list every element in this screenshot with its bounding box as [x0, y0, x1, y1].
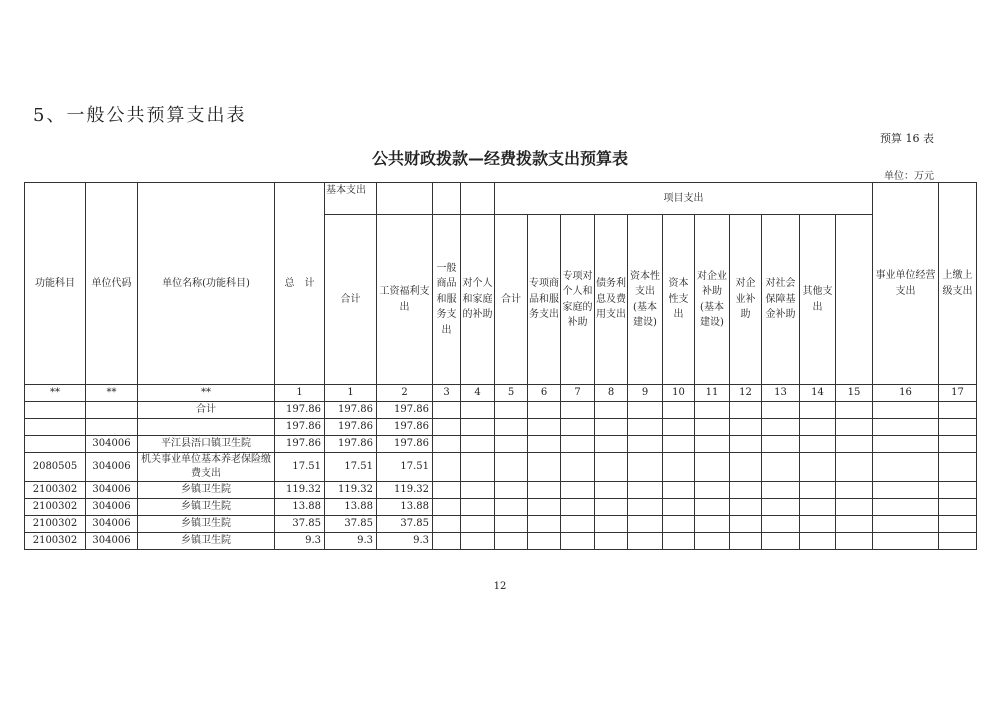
- cell-empty: [695, 482, 730, 499]
- cell-unit-name: 合计: [138, 402, 275, 419]
- cell-empty: [461, 533, 495, 550]
- cell-empty: [663, 453, 695, 482]
- index-cell: **: [25, 385, 86, 402]
- cell-empty: [762, 402, 800, 419]
- cell-empty: [561, 499, 595, 516]
- cell-empty: [730, 419, 762, 436]
- cell-empty: [695, 453, 730, 482]
- cell-unit-code: [86, 402, 138, 419]
- header-other: 其他支出: [800, 215, 836, 385]
- table-row: [25, 499, 977, 516]
- cell-func-subject: [25, 419, 86, 436]
- cell-empty: [595, 516, 628, 533]
- table-row: [25, 516, 977, 533]
- cell-empty: [628, 533, 663, 550]
- cell-empty: [663, 436, 695, 453]
- cell-empty: [762, 533, 800, 550]
- header-project-sum: 合计: [495, 215, 528, 385]
- header-business-operation: 事业单位经营支出: [873, 183, 939, 385]
- index-cell: 14: [800, 385, 836, 402]
- cell-unit-code: 304006: [86, 516, 138, 533]
- cell-empty: [800, 402, 836, 419]
- cell-empty: [433, 533, 461, 550]
- cell-total: 9.3: [275, 533, 325, 550]
- cell-salary-welfare: 119.32: [377, 482, 433, 499]
- header-debt-interest: 债务利息及费用支出: [595, 215, 628, 385]
- cell-empty: [939, 499, 977, 516]
- cell-empty: [663, 482, 695, 499]
- cell-empty: [495, 482, 528, 499]
- cell-empty: [939, 533, 977, 550]
- cell-empty: [873, 533, 939, 550]
- cell-empty: [873, 482, 939, 499]
- cell-empty: [873, 419, 939, 436]
- cell-empty: [561, 533, 595, 550]
- cell-empty: [595, 419, 628, 436]
- cell-empty: [495, 419, 528, 436]
- cell-empty: [433, 436, 461, 453]
- cell-unit-name: [138, 419, 275, 436]
- cell-basic-sum: 37.85: [325, 516, 377, 533]
- header-project-expenditure: 项目支出: [495, 183, 873, 215]
- table-row: [25, 482, 977, 499]
- index-cell: 11: [695, 385, 730, 402]
- cell-unit-code: [86, 419, 138, 436]
- index-cell: 8: [595, 385, 628, 402]
- cell-total: 37.85: [275, 516, 325, 533]
- cell-empty: [433, 453, 461, 482]
- cell-empty: [561, 436, 595, 453]
- cell-basic-sum: 197.86: [325, 436, 377, 453]
- cell-total: 197.86: [275, 436, 325, 453]
- cell-empty: [528, 453, 561, 482]
- cell-empty: [495, 402, 528, 419]
- header-enterprise-subsidy: 对企业补助: [730, 215, 762, 385]
- cell-empty: [836, 453, 873, 482]
- cell-func-subject: 2100302: [25, 482, 86, 499]
- cell-empty: [800, 533, 836, 550]
- cell-empty: [433, 516, 461, 533]
- cell-basic-sum: 197.86: [325, 419, 377, 436]
- cell-basic-sum: 13.88: [325, 499, 377, 516]
- index-cell: 2: [377, 385, 433, 402]
- cell-total: 197.86: [275, 419, 325, 436]
- cell-empty: [800, 516, 836, 533]
- index-cell: 6: [528, 385, 561, 402]
- cell-empty: [836, 482, 873, 499]
- cell-empty: [800, 436, 836, 453]
- cell-basic-sum: 119.32: [325, 482, 377, 499]
- cell-func-subject: 2100302: [25, 499, 86, 516]
- cell-total: 119.32: [275, 482, 325, 499]
- cell-empty: [873, 516, 939, 533]
- cell-empty: [873, 402, 939, 419]
- index-cell: 16: [873, 385, 939, 402]
- cell-salary-welfare: 17.51: [377, 453, 433, 482]
- cell-empty: [495, 533, 528, 550]
- table-row: [25, 419, 977, 436]
- cell-empty: [561, 453, 595, 482]
- cell-unit-code: 304006: [86, 499, 138, 516]
- cell-empty: [800, 453, 836, 482]
- cell-empty: [695, 533, 730, 550]
- cell-empty: [730, 516, 762, 533]
- table-row: [25, 436, 977, 453]
- cell-empty: [528, 533, 561, 550]
- table-number: 预算 16 表: [880, 132, 934, 145]
- cell-empty: [762, 419, 800, 436]
- cell-empty: [528, 482, 561, 499]
- cell-empty: [762, 482, 800, 499]
- cell-empty: [628, 516, 663, 533]
- cell-func-subject: 2080505: [25, 453, 86, 482]
- cell-total: 197.86: [275, 402, 325, 419]
- cell-empty: [730, 482, 762, 499]
- cell-empty: [939, 482, 977, 499]
- header-total: 总 计: [275, 183, 325, 385]
- cell-empty: [628, 402, 663, 419]
- header-unit-code: 单位代码: [86, 183, 138, 385]
- cell-salary-welfare: 197.86: [377, 402, 433, 419]
- cell-empty: [461, 499, 495, 516]
- cell-empty: [628, 482, 663, 499]
- cell-empty: [730, 533, 762, 550]
- header-blank: [377, 183, 433, 215]
- cell-empty: [730, 436, 762, 453]
- cell-basic-sum: 197.86: [325, 402, 377, 419]
- index-cell: **: [138, 385, 275, 402]
- cell-empty: [695, 419, 730, 436]
- index-cell: 1: [325, 385, 377, 402]
- cell-empty: [495, 516, 528, 533]
- cell-empty: [695, 402, 730, 419]
- cell-empty: [836, 402, 873, 419]
- cell-salary-welfare: 197.86: [377, 436, 433, 453]
- index-cell: 12: [730, 385, 762, 402]
- cell-empty: [628, 453, 663, 482]
- cell-unit-name: 乡镇卫生院: [138, 482, 275, 499]
- cell-empty: [939, 402, 977, 419]
- cell-salary-welfare: 9.3: [377, 533, 433, 550]
- cell-empty: [800, 482, 836, 499]
- cell-empty: [528, 499, 561, 516]
- cell-func-subject: [25, 402, 86, 419]
- cell-basic-sum: 17.51: [325, 453, 377, 482]
- cell-empty: [730, 453, 762, 482]
- cell-empty: [836, 436, 873, 453]
- cell-empty: [461, 453, 495, 482]
- cell-empty: [939, 419, 977, 436]
- cell-total: 17.51: [275, 453, 325, 482]
- cell-empty: [873, 499, 939, 516]
- index-cell: 13: [762, 385, 800, 402]
- cell-unit-name: 机关事业单位基本养老保险缴费支出: [138, 453, 275, 482]
- cell-empty: [528, 516, 561, 533]
- cell-empty: [939, 516, 977, 533]
- cell-empty: [663, 402, 695, 419]
- cell-empty: [695, 516, 730, 533]
- cell-empty: [595, 453, 628, 482]
- unit-label: 单位：万元: [884, 171, 934, 182]
- cell-empty: [663, 419, 695, 436]
- cell-empty: [595, 499, 628, 516]
- cell-salary-welfare: 37.85: [377, 516, 433, 533]
- header-blank: [461, 183, 495, 215]
- header-social-security: 对社会保障基金补助: [762, 215, 800, 385]
- header-capital-construction: 资本性支出(基本建设): [628, 215, 663, 385]
- index-cell: 9: [628, 385, 663, 402]
- cell-empty: [561, 402, 595, 419]
- cell-total: 13.88: [275, 499, 325, 516]
- cell-unit-name: 乡镇卫生院: [138, 516, 275, 533]
- cell-empty: [528, 419, 561, 436]
- cell-empty: [873, 436, 939, 453]
- cell-empty: [595, 533, 628, 550]
- index-cell: 4: [461, 385, 495, 402]
- index-cell: 10: [663, 385, 695, 402]
- header-remit-upper: 上缴上级支出: [939, 183, 977, 385]
- header-goods-services: 一般商品和服务支出: [433, 215, 461, 385]
- cell-empty: [561, 419, 595, 436]
- cell-empty: [730, 499, 762, 516]
- cell-empty: [836, 419, 873, 436]
- cell-empty: [836, 499, 873, 516]
- cell-salary-welfare: 197.86: [377, 419, 433, 436]
- cell-empty: [628, 499, 663, 516]
- cell-unit-code: 304006: [86, 533, 138, 550]
- header-basic-expenditure: 基本支出: [325, 183, 377, 215]
- cell-empty: [528, 436, 561, 453]
- header-enterprise-subsidy-construction: 对企业补助(基本建设): [695, 215, 730, 385]
- cell-empty: [595, 482, 628, 499]
- cell-empty: [762, 436, 800, 453]
- cell-empty: [495, 499, 528, 516]
- cell-empty: [461, 436, 495, 453]
- index-cell: 15: [836, 385, 873, 402]
- index-cell: **: [86, 385, 138, 402]
- cell-empty: [461, 516, 495, 533]
- cell-basic-sum: 9.3: [325, 533, 377, 550]
- index-cell: 3: [433, 385, 461, 402]
- cell-empty: [873, 453, 939, 482]
- cell-empty: [663, 516, 695, 533]
- index-cell: 17: [939, 385, 977, 402]
- cell-empty: [628, 436, 663, 453]
- cell-empty: [595, 402, 628, 419]
- table-row: [25, 402, 977, 419]
- cell-func-subject: 2100302: [25, 516, 86, 533]
- cell-empty: [495, 453, 528, 482]
- cell-empty: [762, 499, 800, 516]
- cell-empty: [762, 516, 800, 533]
- page-number: 12: [493, 581, 507, 592]
- cell-unit-name: 乡镇卫生院: [138, 533, 275, 550]
- header-basic-sum: 合计: [325, 215, 377, 385]
- cell-empty: [800, 499, 836, 516]
- cell-empty: [461, 402, 495, 419]
- cell-unit-name: 平江县浯口镇卫生院: [138, 436, 275, 453]
- cell-empty: [939, 453, 977, 482]
- cell-empty: [461, 482, 495, 499]
- header-personal-family: 对个人和家庭的补助: [461, 215, 495, 385]
- cell-empty: [595, 436, 628, 453]
- cell-empty: [433, 482, 461, 499]
- index-cell: 5: [495, 385, 528, 402]
- cell-empty: [836, 533, 873, 550]
- cell-empty: [762, 453, 800, 482]
- cell-empty: [528, 402, 561, 419]
- header-salary-welfare: 工资福利支出: [377, 215, 433, 385]
- cell-func-subject: [25, 436, 86, 453]
- index-cell: 7: [561, 385, 595, 402]
- header-special-goods: 专项商品和服务支出: [528, 215, 561, 385]
- cell-empty: [663, 533, 695, 550]
- cell-empty: [461, 419, 495, 436]
- cell-unit-code: 304006: [86, 436, 138, 453]
- table-row: [25, 533, 977, 550]
- page-title: 公共财政拨款—经费拨款支出预算表: [371, 149, 628, 168]
- cell-empty: [836, 516, 873, 533]
- header-special-personal: 专项对个人和家庭的补助: [561, 215, 595, 385]
- cell-unit-code: 304006: [86, 482, 138, 499]
- cell-empty: [561, 482, 595, 499]
- cell-empty: [433, 499, 461, 516]
- cell-empty: [495, 436, 528, 453]
- section-title: 5、一般公共预算支出表: [33, 105, 247, 126]
- cell-empty: [561, 516, 595, 533]
- cell-empty: [433, 419, 461, 436]
- header-unit-name: 单位名称(功能科目): [138, 183, 275, 385]
- cell-func-subject: 2100302: [25, 533, 86, 550]
- cell-empty: [730, 402, 762, 419]
- header-blank: [433, 183, 461, 215]
- cell-unit-name: 乡镇卫生院: [138, 499, 275, 516]
- cell-empty: [433, 402, 461, 419]
- cell-empty: [800, 419, 836, 436]
- index-cell: 1: [275, 385, 325, 402]
- cell-salary-welfare: 13.88: [377, 499, 433, 516]
- header-func-subject: 功能科目: [25, 183, 86, 385]
- cell-empty: [628, 419, 663, 436]
- cell-empty: [695, 436, 730, 453]
- cell-empty: [939, 436, 977, 453]
- cell-unit-code: 304006: [86, 453, 138, 482]
- header-capital: 资本性支出: [663, 215, 695, 385]
- budget-table: [24, 182, 977, 550]
- index-row: [25, 385, 977, 402]
- cell-empty: [663, 499, 695, 516]
- table-row: [25, 453, 977, 482]
- cell-empty: [695, 499, 730, 516]
